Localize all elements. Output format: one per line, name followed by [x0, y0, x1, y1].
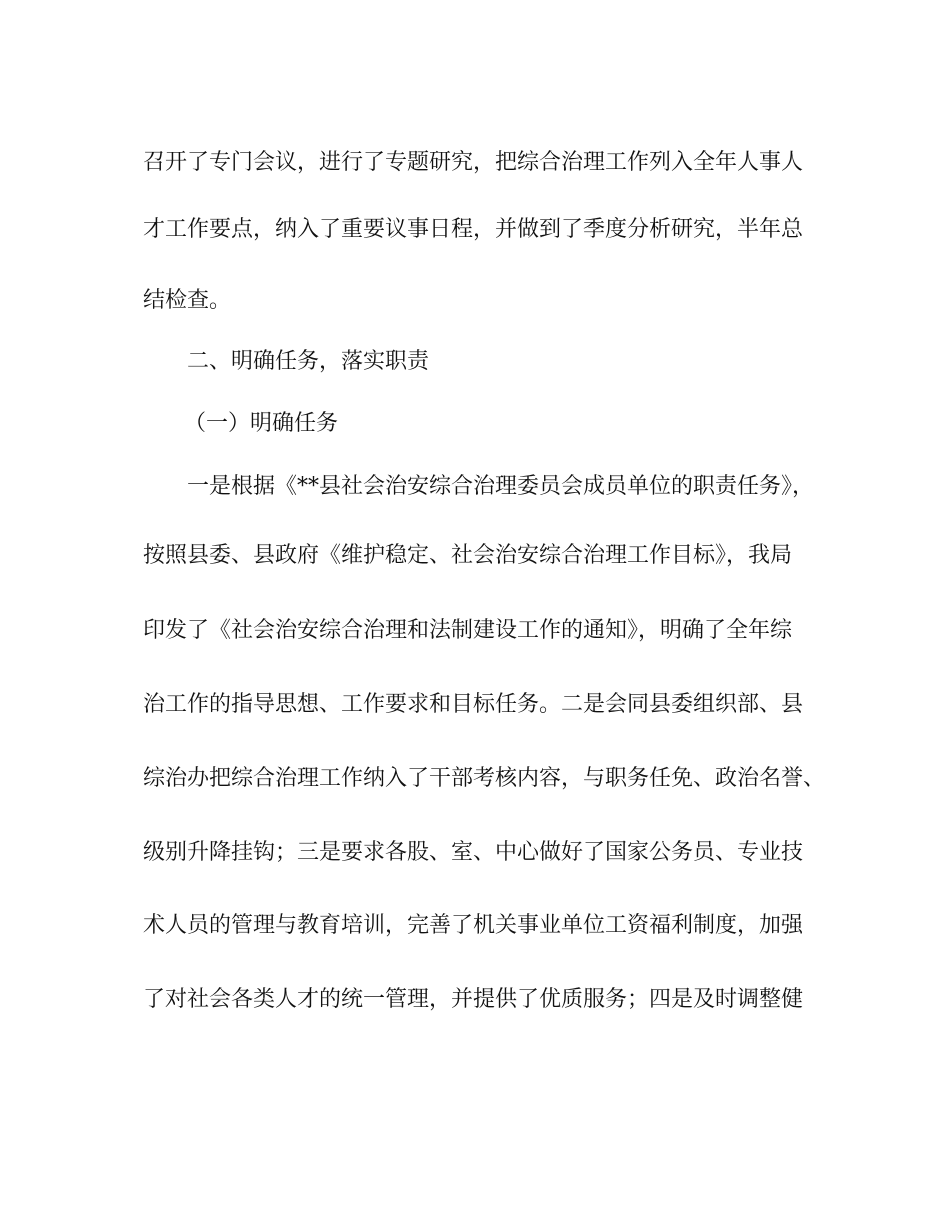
body-text-line: 结检查。: [143, 288, 232, 313]
body-text-line: 一是根据《**县社会治安综合治理委员会成员单位的职责任务》，: [187, 474, 815, 499]
body-text-line: 了对社会各类人才的统一管理，并提供了优质服务；四是及时调整健: [143, 987, 804, 1012]
body-text-line: 才工作要点，纳入了重要议事日程，并做到了季度分析研究，半年总: [143, 217, 804, 242]
section-heading: 二、明确任务，落实职责: [187, 349, 430, 374]
subsection-heading: （一）明确任务: [184, 411, 339, 436]
body-text-line: 治工作的指导思想、工作要求和目标任务。二是会同县委组织部、县: [143, 692, 804, 717]
body-text-line: 级别升降挂钩；三是要求各股、室、中心做好了国家公务员、专业技: [143, 840, 804, 865]
body-text-line: 按照县委、县政府《维护稳定、社会治安综合治理工作目标》，我局: [143, 543, 793, 568]
body-text-line: 召开了专门会议，进行了专题研究，把综合治理工作列入全年人事人: [143, 150, 804, 175]
body-text-line: 术人员的管理与教育培训，完善了机关事业单位工资福利制度，加强: [143, 913, 804, 938]
body-text-line: 综治办把综合治理工作纳入了干部考核内容，与职务任免、政治名誉、: [143, 766, 826, 791]
body-text-line: 印发了《社会治安综合治理和法制建设工作的通知》，明确了全年综: [143, 618, 793, 643]
